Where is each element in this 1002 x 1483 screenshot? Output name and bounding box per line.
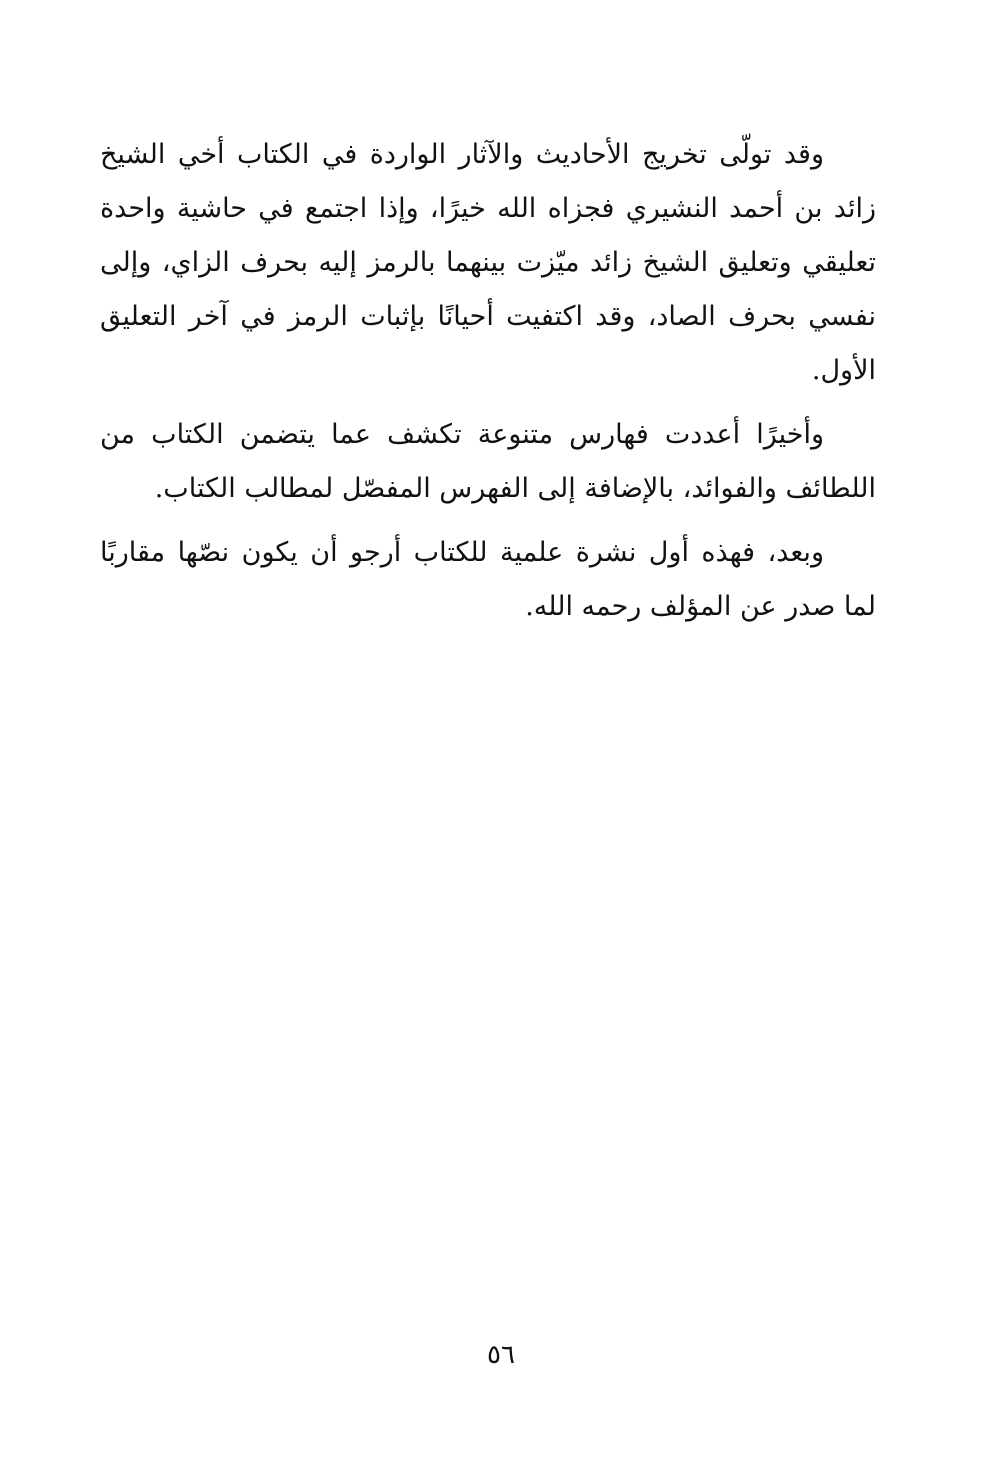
paragraph-2: وأخيرًا أعددت فهارس متنوعة تكشف عما يتضمن الكتاب من اللطائف والفوائد، بالإضافة إلى الفهرس المفصّل لمطالب الكتاب. xyxy=(100,419,876,504)
paragraph-1: وقد تولّى تخريج الأحاديث والآثار الواردة في الكتاب أخي الشيخ زائد بن أحمد النشيري فجزاه الله خيرًا، وإذا اجتمع في حاشية واحدة تعليقي وتعليق الشيخ زائد ميّزت بينهما بالرمز إليه بحرف الزاي، وإلى نفسي بحرف الصاد، وقد اكتفيت أحيانًا بإثبات الرمز في آخر التعليق الأول. xyxy=(100,139,876,386)
page-number: ٥٦ xyxy=(487,1340,515,1370)
paragraph-3: وبعد، فهذه أول نشرة علمية للكتاب أرجو أن يكون نصّها مقاربًا لما صدر عن المؤلف رحمه الله. xyxy=(100,537,876,622)
body-text xyxy=(100,128,876,644)
